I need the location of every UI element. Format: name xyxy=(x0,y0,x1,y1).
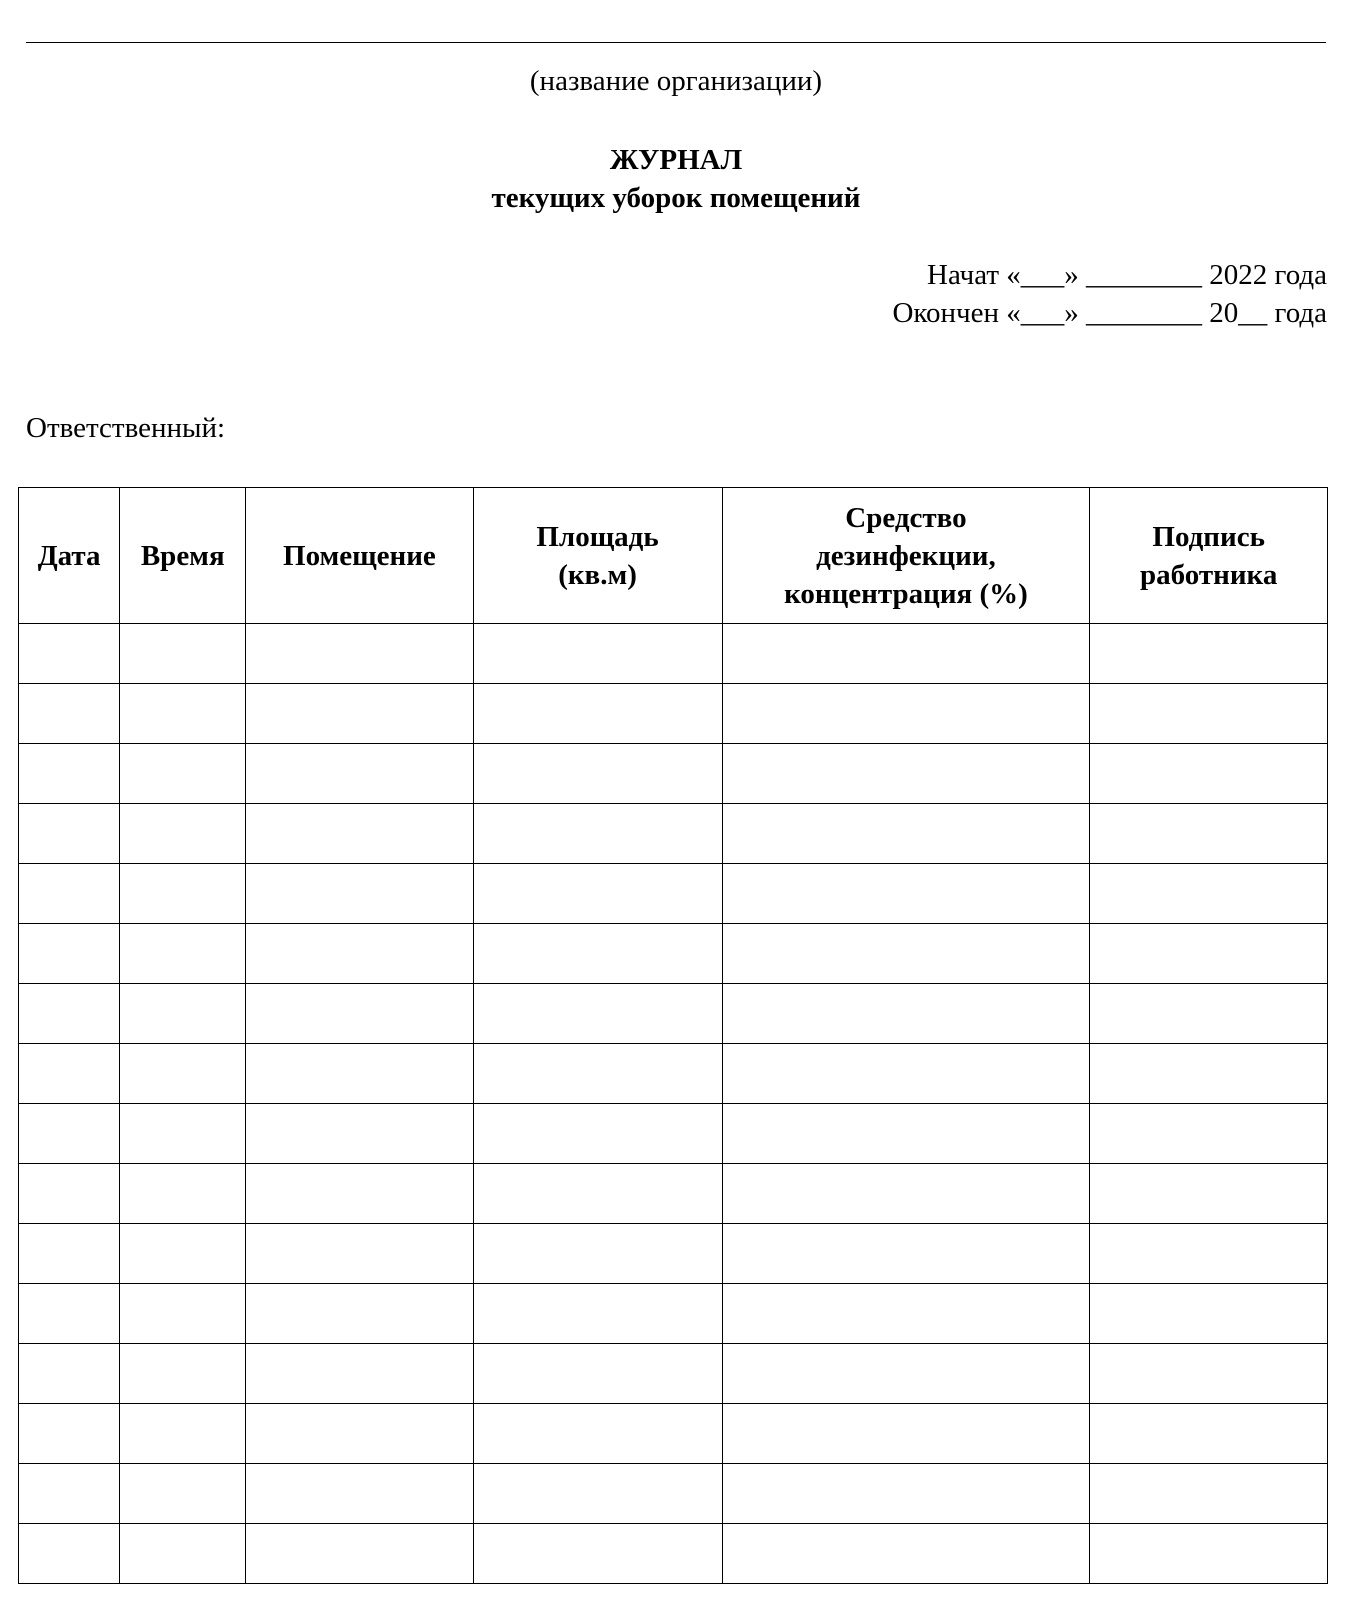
column-header xyxy=(120,488,246,624)
table-cell[interactable] xyxy=(246,1404,473,1464)
table-cell[interactable] xyxy=(722,804,1090,864)
table-cell[interactable] xyxy=(473,1464,722,1524)
table-cell[interactable] xyxy=(19,1104,120,1164)
table-row xyxy=(19,1344,1328,1404)
table-cell[interactable] xyxy=(722,744,1090,804)
table-cell[interactable] xyxy=(246,984,473,1044)
table-cell[interactable] xyxy=(246,1464,473,1524)
column-header xyxy=(722,488,1090,624)
table-cell[interactable] xyxy=(246,1164,473,1224)
table-cell[interactable] xyxy=(722,1224,1090,1284)
column-header-line: работника xyxy=(1140,558,1278,591)
table-cell[interactable] xyxy=(1090,804,1328,864)
table-cell[interactable] xyxy=(19,1284,120,1344)
document-title: ЖУРНАЛ xyxy=(609,144,743,176)
table-cell[interactable] xyxy=(120,984,246,1044)
table-row xyxy=(19,1164,1328,1224)
column-header xyxy=(1090,488,1328,624)
table-cell[interactable] xyxy=(1090,864,1328,924)
table-header-row xyxy=(19,488,1328,624)
table-cell[interactable] xyxy=(120,1224,246,1284)
table-body xyxy=(19,624,1328,1584)
table-cell[interactable] xyxy=(722,1284,1090,1344)
table-cell[interactable] xyxy=(473,1164,722,1224)
table-cell[interactable] xyxy=(722,1524,1090,1584)
end-date-line: Окончен «___» ________ 20__ года xyxy=(892,297,1327,329)
table-row xyxy=(19,1284,1328,1344)
cleaning-journal-table xyxy=(18,487,1328,1584)
table-cell[interactable] xyxy=(246,924,473,984)
table-cell[interactable] xyxy=(246,744,473,804)
table-cell[interactable] xyxy=(246,1104,473,1164)
table-cell[interactable] xyxy=(473,1344,722,1404)
table-cell[interactable] xyxy=(19,684,120,744)
table-cell[interactable] xyxy=(246,1224,473,1284)
table-cell[interactable] xyxy=(473,1404,722,1464)
table-row xyxy=(19,804,1328,864)
table-row xyxy=(19,1464,1328,1524)
table-cell[interactable] xyxy=(19,1464,120,1524)
table-cell[interactable] xyxy=(473,1224,722,1284)
table-cell[interactable] xyxy=(246,684,473,744)
table-row xyxy=(19,624,1328,684)
column-header xyxy=(19,488,120,624)
table-cell[interactable] xyxy=(246,1524,473,1584)
table-cell[interactable] xyxy=(473,684,722,744)
table-cell[interactable] xyxy=(722,1404,1090,1464)
table-cell[interactable] xyxy=(246,624,473,684)
column-header xyxy=(473,488,722,624)
table-cell[interactable] xyxy=(19,984,120,1044)
table-cell[interactable] xyxy=(120,1344,246,1404)
table-cell[interactable] xyxy=(722,1344,1090,1404)
table-cell[interactable] xyxy=(722,684,1090,744)
column-header-line: Средство xyxy=(845,501,967,534)
table-cell[interactable] xyxy=(473,804,722,864)
column-header-line: Площадь xyxy=(536,520,659,553)
table-cell[interactable] xyxy=(1090,624,1328,684)
table-row xyxy=(19,864,1328,924)
table-row xyxy=(19,744,1328,804)
table-cell[interactable] xyxy=(19,1344,120,1404)
table-cell[interactable] xyxy=(722,924,1090,984)
table-cell[interactable] xyxy=(120,804,246,864)
table-cell[interactable] xyxy=(1090,684,1328,744)
table-row xyxy=(19,984,1328,1044)
table-cell[interactable] xyxy=(722,1044,1090,1104)
column-header xyxy=(246,488,473,624)
column-header-line: концентрация (%) xyxy=(784,577,1028,610)
table-cell[interactable] xyxy=(1090,1344,1328,1404)
table-cell[interactable] xyxy=(120,1404,246,1464)
table-cell[interactable] xyxy=(473,1284,722,1344)
table-cell[interactable] xyxy=(19,744,120,804)
table-cell[interactable] xyxy=(19,1524,120,1584)
table-cell[interactable] xyxy=(1090,924,1328,984)
table-row xyxy=(19,1224,1328,1284)
table-cell[interactable] xyxy=(246,1344,473,1404)
table-cell[interactable] xyxy=(120,1104,246,1164)
column-header-line: (кв.м) xyxy=(558,558,637,591)
table-row xyxy=(19,924,1328,984)
table-cell[interactable] xyxy=(120,624,246,684)
table-cell[interactable] xyxy=(1090,1464,1328,1524)
table-cell[interactable] xyxy=(19,1044,120,1104)
table-cell[interactable] xyxy=(120,1464,246,1524)
responsible-label: Ответственный: xyxy=(26,412,226,444)
table-cell[interactable] xyxy=(473,924,722,984)
table-cell[interactable] xyxy=(120,924,246,984)
table-cell[interactable] xyxy=(1090,1284,1328,1344)
table-cell[interactable] xyxy=(19,1164,120,1224)
table-cell[interactable] xyxy=(473,624,722,684)
column-header-line: Подпись xyxy=(1152,520,1265,553)
document-subtitle: текущих уборок помещений xyxy=(491,182,861,214)
table-cell[interactable] xyxy=(473,984,722,1044)
column-header-line: Дата xyxy=(37,539,101,572)
column-header-line: Помещение xyxy=(283,539,436,572)
table-row xyxy=(19,1044,1328,1104)
table-cell[interactable] xyxy=(1090,984,1328,1044)
table-row xyxy=(19,1104,1328,1164)
table-cell[interactable] xyxy=(246,1044,473,1104)
table-cell[interactable] xyxy=(1090,1044,1328,1104)
table-cell[interactable] xyxy=(722,1164,1090,1224)
table-cell[interactable] xyxy=(1090,1104,1328,1164)
organization-caption: (название организации) xyxy=(529,65,823,97)
journal-dates xyxy=(892,256,1327,332)
table-cell[interactable] xyxy=(473,1524,722,1584)
column-header-line: дезинфекции, xyxy=(816,539,996,572)
table-cell[interactable] xyxy=(19,864,120,924)
table-cell[interactable] xyxy=(473,1044,722,1104)
table-cell[interactable] xyxy=(120,864,246,924)
table-cell[interactable] xyxy=(120,1044,246,1104)
table-cell[interactable] xyxy=(120,684,246,744)
table-cell[interactable] xyxy=(1090,1224,1328,1284)
table-cell[interactable] xyxy=(19,924,120,984)
table-cell[interactable] xyxy=(1090,1524,1328,1584)
table-cell[interactable] xyxy=(19,624,120,684)
table-cell[interactable] xyxy=(120,1524,246,1584)
table-cell[interactable] xyxy=(473,744,722,804)
table-cell[interactable] xyxy=(722,624,1090,684)
table-cell[interactable] xyxy=(246,864,473,924)
table-cell[interactable] xyxy=(1090,1164,1328,1224)
table-row xyxy=(19,684,1328,744)
table-cell[interactable] xyxy=(722,1464,1090,1524)
table-cell[interactable] xyxy=(19,1224,120,1284)
table-cell[interactable] xyxy=(1090,744,1328,804)
column-header-line: Время xyxy=(140,539,225,572)
table-cell[interactable] xyxy=(473,864,722,924)
table-cell[interactable] xyxy=(1090,1404,1328,1464)
table-cell[interactable] xyxy=(722,1104,1090,1164)
table-cell[interactable] xyxy=(473,1104,722,1164)
table-cell[interactable] xyxy=(19,804,120,864)
table-cell[interactable] xyxy=(722,864,1090,924)
table-cell[interactable] xyxy=(722,984,1090,1044)
table-cell[interactable] xyxy=(120,1164,246,1224)
table-cell[interactable] xyxy=(120,1284,246,1344)
table-cell[interactable] xyxy=(246,804,473,864)
table-row xyxy=(19,1404,1328,1464)
start-date-line: Начат «___» ________ 2022 года xyxy=(927,259,1327,291)
table-row xyxy=(19,1524,1328,1584)
table-cell[interactable] xyxy=(19,1404,120,1464)
organization-name-line[interactable] xyxy=(26,42,1326,43)
table-cell[interactable] xyxy=(120,744,246,804)
table-cell[interactable] xyxy=(246,1284,473,1344)
